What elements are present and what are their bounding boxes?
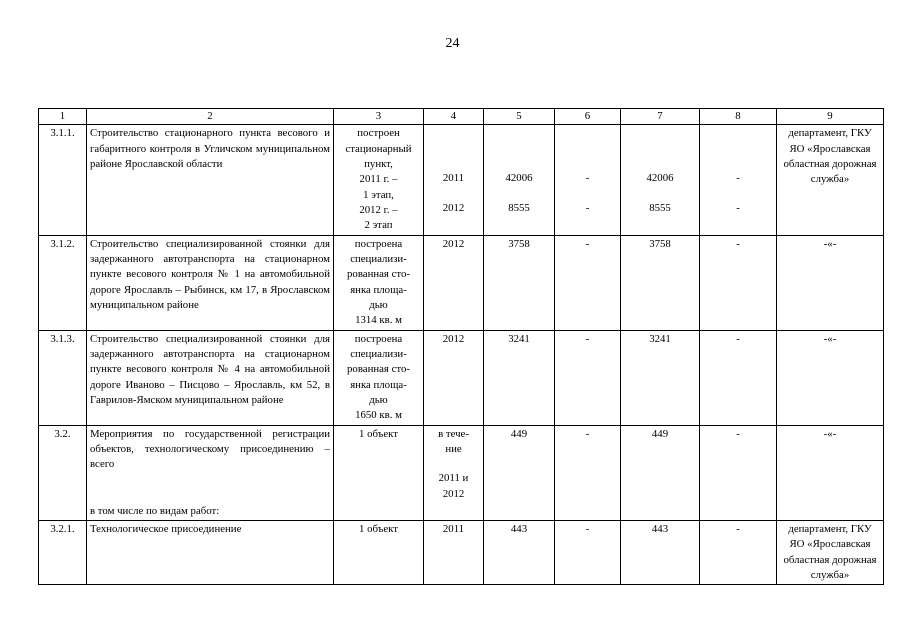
activity-name: Строительство стационарного пункта весового и габаритного контроля в Угличском муниципальном районе Ярославской области	[87, 125, 334, 235]
result-cell: 1 объект	[334, 521, 424, 585]
total-value: 8555	[508, 201, 530, 214]
header-cell: 8	[700, 109, 777, 125]
activity-subtitle: в том числе по видам работ:	[90, 504, 220, 517]
result-line: 2011 г. –	[359, 173, 398, 186]
table-row	[39, 125, 884, 235]
activity-name: Строительство специализированной стоянки для задержанного автотранспорта на стационарном пункте весового контроля № 4 на автомобильной дороге Иваново – Писцово – Ярославль, км 52, в Гаврилов-Ямском муниципальном районе	[87, 330, 334, 425]
program-table	[38, 108, 884, 585]
year-cell: 2012	[424, 235, 484, 330]
total-cell: 3241	[484, 330, 555, 425]
result-cell: 1 объект	[334, 425, 424, 520]
header-cell: 9	[777, 109, 884, 125]
col6-cell: -	[555, 425, 621, 520]
result-line: построен	[357, 127, 400, 140]
header-cell: 4	[424, 109, 484, 125]
activity-name: Строительство специализированной стоянки для задержанного автотранспорта на стационарном пункте весового контроля № 1 на автомобильной дороге Ярославль – Рыбинск, км 17, в Ярославском муниципальном районе	[87, 235, 334, 330]
table-row	[39, 521, 884, 585]
year-line: 2011 и	[438, 472, 469, 485]
table-header-row	[39, 109, 884, 125]
row-number: 3.2.	[39, 425, 87, 520]
col6-value: -	[585, 201, 590, 214]
col7-cell: 3758	[621, 235, 700, 330]
result-line: янка площа-	[350, 283, 407, 296]
col7-value: 42006	[646, 172, 674, 185]
year-value: 2011	[442, 172, 465, 185]
row-number: 3.1.1.	[39, 125, 87, 235]
total-cell: 443	[484, 521, 555, 585]
activity-title: Мероприятия по государственной регистрации объектов, технологическому присоединению – всего	[90, 427, 330, 471]
col6-cell: -	[555, 521, 621, 585]
result-line: янка площа-	[350, 378, 407, 391]
total-value: 42006	[505, 172, 533, 185]
table-row	[39, 235, 884, 330]
header-cell: 2	[87, 109, 334, 125]
result-cell	[334, 330, 424, 425]
executor-cell: департамент, ГКУ ЯО «Ярославская областная дорожная служба»	[777, 125, 884, 235]
col8-cell: -	[700, 521, 777, 585]
col8-cell	[700, 125, 777, 235]
result-line: рованная сто-	[347, 363, 410, 376]
header-cell: 6	[555, 109, 621, 125]
result-line: специализи-	[350, 348, 407, 361]
col8-cell: -	[700, 330, 777, 425]
header-cell: 3	[334, 109, 424, 125]
result-line: стационарный	[345, 142, 412, 155]
year-value: 2012	[442, 201, 465, 214]
table-row	[39, 425, 884, 520]
result-line: 1314 кв. м	[355, 314, 402, 327]
year-cell: 2011	[424, 521, 484, 585]
executor-cell: -«-	[777, 425, 884, 520]
year-line: ние	[445, 443, 462, 456]
result-line: 2012 г. –	[359, 204, 398, 217]
result-line: специализи-	[350, 253, 407, 266]
result-line: построена	[354, 332, 403, 345]
result-line: 1650 кв. м	[355, 409, 402, 422]
col8-value: -	[736, 172, 740, 185]
col6-value: -	[585, 172, 590, 185]
executor-cell: -«-	[777, 330, 884, 425]
year-line: в тече-	[438, 427, 469, 440]
table-row	[39, 330, 884, 425]
col8-cell: -	[700, 235, 777, 330]
total-cell: 3758	[484, 235, 555, 330]
col6-cell	[555, 125, 621, 235]
total-cell: 449	[484, 425, 555, 520]
result-line: дью	[369, 299, 388, 312]
col8-value: -	[736, 201, 740, 214]
result-line: построена	[354, 237, 403, 250]
result-line: рованная сто-	[347, 268, 410, 281]
result-cell	[334, 235, 424, 330]
year-cell	[424, 425, 484, 520]
activity-name	[87, 425, 334, 520]
row-number: 3.1.3.	[39, 330, 87, 425]
header-cell: 7	[621, 109, 700, 125]
col7-value: 8555	[649, 201, 671, 214]
result-line: 2 этап	[364, 219, 393, 232]
year-cell: 2012	[424, 330, 484, 425]
result-line: 1 этап,	[363, 188, 394, 201]
col7-cell: 3241	[621, 330, 700, 425]
col7-cell: 449	[621, 425, 700, 520]
row-number: 3.2.1.	[39, 521, 87, 585]
col6-cell: -	[555, 330, 621, 425]
result-line: дью	[369, 394, 388, 407]
row-number: 3.1.2.	[39, 235, 87, 330]
col7-cell: 443	[621, 521, 700, 585]
activity-name: Технологическое присоединение	[87, 521, 334, 585]
col6-cell: -	[555, 235, 621, 330]
header-cell: 1	[39, 109, 87, 125]
header-cell: 5	[484, 109, 555, 125]
year-cell	[424, 125, 484, 235]
year-line: 2012	[442, 487, 465, 500]
result-cell	[334, 125, 424, 235]
col8-cell: -	[700, 425, 777, 520]
executor-cell: департамент, ГКУ ЯО «Ярославская областная дорожная служба»	[777, 521, 884, 585]
executor-cell: -«-	[777, 235, 884, 330]
page-number: 24	[445, 36, 460, 51]
total-cell	[484, 125, 555, 235]
result-line: пункт,	[364, 158, 393, 171]
col7-cell	[621, 125, 700, 235]
